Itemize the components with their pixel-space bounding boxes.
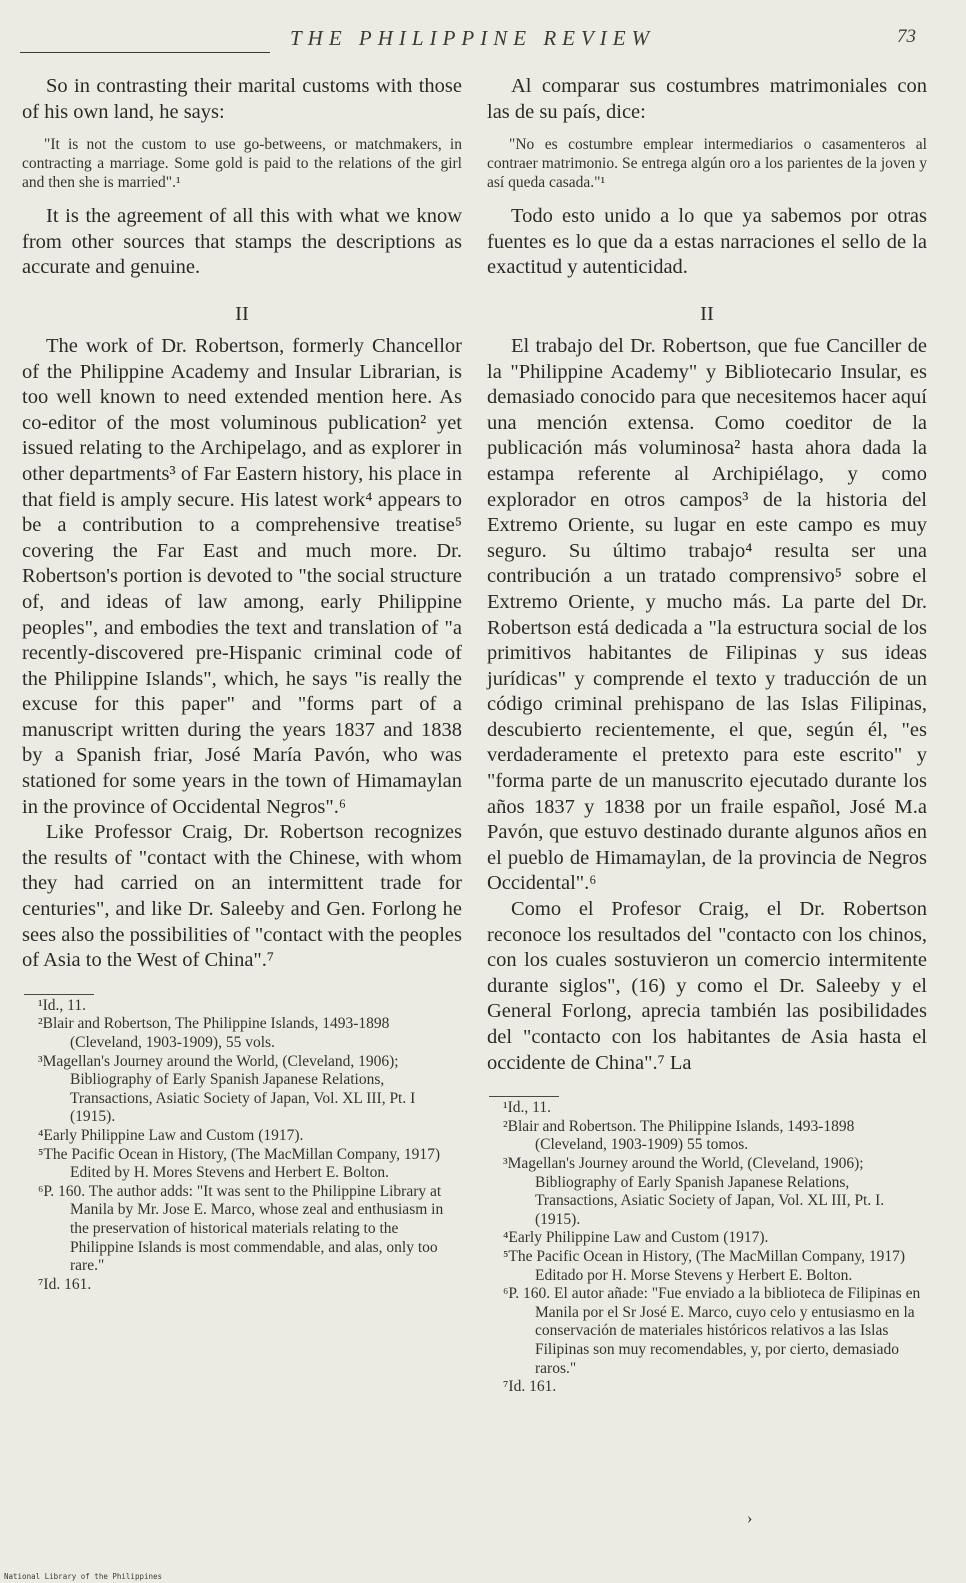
- english-quote: "It is not the custom to use go-betweens, or matchmakers, in contracting a marriage. Some gold is paid to the relations of the girl and then she is married".¹: [22, 136, 462, 192]
- spanish-footnote: ⁶P. 160. El autor añade: "Fue enviado a la biblioteca de Filipinas en Manila por el Sr José E. Marco, cuyo celo y entusiasmo en la conservación de materiales históricos relativos a las Islas Filipinas son muy recomendables, y, por cierto, demasiado raros.": [503, 1285, 921, 1377]
- english-footnote: ⁷Id. 161.: [38, 1275, 92, 1293]
- english-section-heading: II: [235, 302, 249, 325]
- spanish-footnote: ²Blair and Robertson. The Philippine Islands, 1493-1898 (Cleveland, 1903-1909) 55 tomos.: [503, 1117, 855, 1154]
- footnote-rule: [24, 994, 94, 995]
- english-footnote: ⁵The Pacific Ocean in History, (The MacMillan Company, 1917) Edited by H. Mores Stevens and Herbert E. Bolton.: [38, 1145, 440, 1182]
- running-header: [20, 24, 926, 52]
- english-footnote: ²Blair and Robertson, The Philippine Islands, 1493-1898 (Cleveland, 1903-1909), 55 vols.: [38, 1015, 390, 1051]
- spanish-footnote: ⁴Early Philippine Law and Custom (1917).: [503, 1229, 769, 1247]
- spanish-paragraph-1: Al comparar sus costumbres matrimoniales con las de su país, dice:: [487, 75, 927, 123]
- spanish-column: [487, 74, 927, 1397]
- spanish-footnote: ¹Id., 11.: [503, 1099, 551, 1117]
- english-footnote: ³Magellan's Journey around the World, (Cleveland, 1906); Bibliography of Early Spanish Japanese Relations, Transactions, Asiatic Society of Japan, Vol. XL III, Pt. I (1915).: [38, 1052, 416, 1126]
- spanish-quote: "No es costumbre emplear intermediarios o casamenteros al contraer matrimonio. Se entrega algún oro a los parientes de la joven y así queda casada."¹: [487, 136, 927, 192]
- header-rule: [20, 52, 270, 53]
- spanish-section-heading: II: [700, 302, 714, 325]
- spanish-paragraph-3: El trabajo del Dr. Robertson, que fue Canciller de la "Philippine Academy" y Bibliotecario Insular, es demasiado conocido para que necesitemos hacer aquí una mención extensa. Como coeditor de la publicación más voluminosa² hasta ahora dada la estampa referente al Archipiélago, y como explorador en otros campos³ de la historia del Extremo Oriente, su lugar en este campo es muy seguro. Su último trabajo⁴ resulta ser una contribución a un tratado comprensivo⁵ sobre el Extremo Oriente, y mucho más. La parte del Dr. Robertson está dedicada a "la estructura social de los primitivos habitantes de Filipinas y sus ideas jurídicas" y comprende el texto y traducción de un código criminal prehispano de las Islas Filipinas, descubierto recientemente, el que, según él, "es verdaderamente el pretexto para este escrito" y "forma parte de un manuscrito ejecutado durante los años 1837 y 1838 por un fraile español, José M.a Pavón, que estuvo destinado durante algunos años en el pueblo de Himamaylan, de la provincia de Negros Occidental".⁶: [487, 334, 927, 895]
- english-paragraph-2: It is the agreement of all this with what we know from other sources that stamps the descriptions as accurate and genuine.: [22, 205, 462, 279]
- spanish-footnote: ³Magellan's Journey around the World, (Cleveland, 1906); Bibliography of Early Spanish Japanese Relations, Transactions, Asiatic Society of Japan, Vol. XL III, Pt. I. (1915).: [503, 1154, 885, 1228]
- english-footnote: ⁴Early Philippine Law and Custom (1917).: [38, 1126, 304, 1144]
- english-paragraph-1: So in contrasting their marital customs with those of his own land, he says:: [22, 75, 462, 123]
- english-paragraph-3: The work of Dr. Robertson, formerly Chancellor of the Philippine Academy and Insular Librarian, is too well known to need extended mention here. As co-editor of the most voluminous publication² yet issued relating to the Archipelago, and as explorer in other departments³ of Far Eastern history, his place in that field is amply secure. His latest work⁴ appears to be a contribution to a comprehensive treatise⁵ covering the Far East and much more. Dr. Robertson's portion is devoted to "the social structure of, and ideas of law among, early Philippine peoples", and embodies the text and translation of "a recently-discovered pre-Hispanic criminal code of the Philippine Islands", which, he says "is really the excuse for this paper" and "forms part of a manuscript written during the years 1837 and 1838 by a Spanish friar, José María Pavón, who was stationed for some years in the town of Himamaylan in the province of Occidental Negros".⁶: [22, 334, 462, 818]
- spanish-footnote: ⁵The Pacific Ocean in History, (The MacMillan Company, 1917) Editado por H. Morse Stevens y Herbert E. Bolton.: [503, 1247, 905, 1284]
- english-footnote: ⁶P. 160. The author adds: "It was sent to the Philippine Library at Manila by Mr. Jose E. Marco, whose zeal and enthusiasm in the preservation of historical materials relating to the Philippine Islands is most commendable, and alas, only too rare.": [38, 1182, 444, 1275]
- spanish-paragraph-4: Como el Profesor Craig, el Dr. Robertson reconoce los resultados del "contacto con los chinos, con los cuales sostuvieron un comercio intermitente durante siglos", (16) y como el Dr. Saleeby y el General Forlong, aprecia también las posibilidades del "contacto con los habitantes de Asia hasta el occidente de China".⁷ La: [487, 898, 927, 1074]
- library-credit: National Library of the Philippines: [4, 1572, 163, 1581]
- english-footnote: ¹Id., 11.: [38, 996, 86, 1014]
- footnote-rule: [489, 1096, 559, 1097]
- journal-title: THE PHILIPPINE REVIEW: [290, 26, 656, 50]
- english-column: [22, 74, 462, 1294]
- continuation-mark: ›: [747, 1510, 753, 1527]
- english-paragraph-4: Like Professor Craig, Dr. Robertson recognizes the results of "contact with the Chinese, with whom they had carried on an intermittent trade for centuries", and like Dr. Saleeby and Gen. Forlong he sees also the possibilities of "contact with the peoples of Asia to the West of China".⁷: [22, 821, 462, 972]
- spanish-paragraph-2: Todo esto unido a lo que ya sabemos por otras fuentes es lo que da a estas narraciones el sello de la exactitud y autenticidad.: [487, 205, 927, 279]
- page-number: 73: [897, 26, 916, 47]
- spanish-footnote: ⁷Id. 161.: [503, 1378, 557, 1396]
